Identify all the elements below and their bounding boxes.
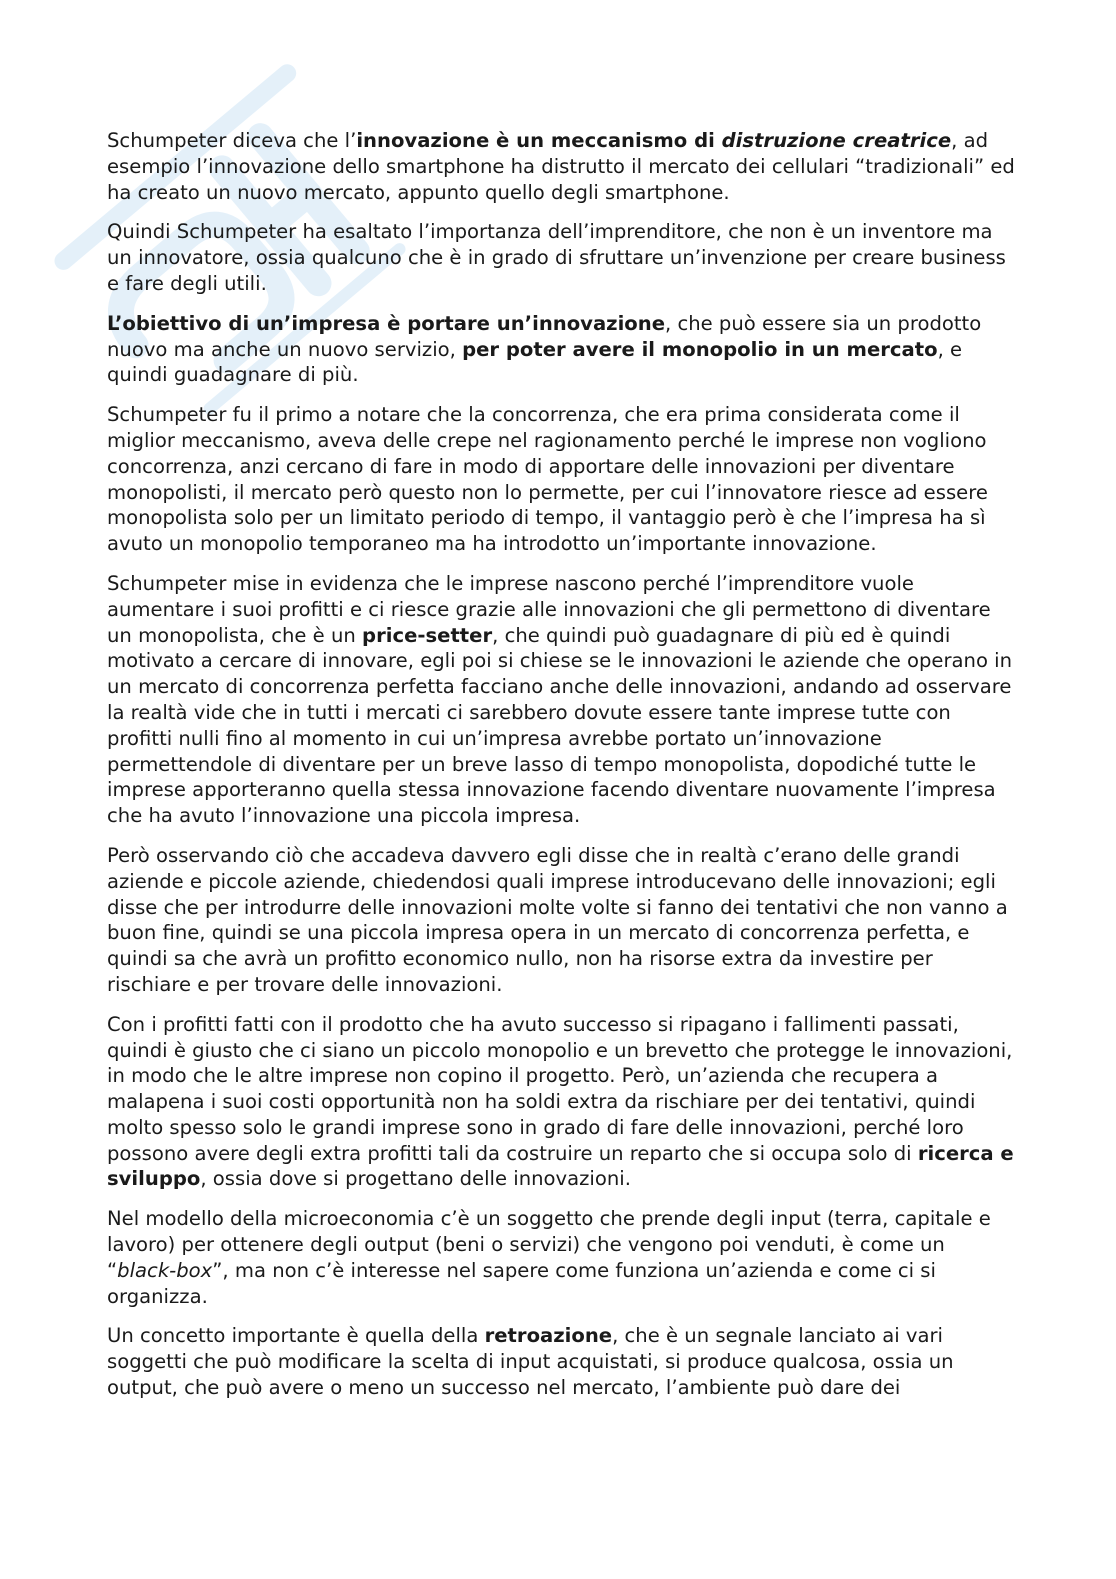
text-run: , che quindi può guadagnare di più ed è quindi motivato a cercare di innovare, egli poi si chiese se le innovazioni le aziende che operano in un mercato di concorrenza perfetta facciano anche delle innovazioni, andando ad osservare la realtà vide che in tutti i mercati ci sarebbero dovute essere tante imprese tutte con profitti nulli fino al momento in cui un’impresa avrebbe portato un’innovazione permettendole di diventare per un breve lasso di tempo monopolista, dopodiché tutte le imprese apporteranno quella stessa innovazione facendo diventare nuovamente l’impresa che ha avuto l’innovazione una piccola impresa. bbox=[107, 623, 1013, 828]
bold-run: innovazione è un meccanismo di bbox=[356, 129, 722, 152]
body-paragraph bbox=[107, 402, 1017, 557]
document-page bbox=[107, 128, 1017, 1415]
text-run: , che è un segnale lanciato ai vari soggetti che può modificare la scelta di input acquistati, si produce qualcosa, ossia un output, che può avere o meno un successo nel mercato, l’ambiente può dare dei bbox=[107, 1324, 954, 1400]
body-paragraph bbox=[107, 1012, 1017, 1193]
text-run: , che può essere sia un prodotto nuovo ma anche un nuovo servizio, bbox=[107, 311, 982, 361]
body-paragraph bbox=[107, 843, 1017, 998]
bold-italic-run bbox=[722, 129, 951, 152]
body-paragraph bbox=[107, 128, 1017, 205]
text-run: Quindi Schumpeter ha esaltato l’importanza dell’imprenditore, che non è un inventore ma un innovatore, ossia qualcuno che è in grado di sfruttare un’invenzione per creare business e fare degli utili. bbox=[107, 220, 1006, 295]
text-run: Schumpeter diceva che l’ bbox=[107, 129, 357, 152]
bold-run: L’obiettivo di un’impresa è portare un’innovazione bbox=[107, 311, 665, 335]
body-paragraph bbox=[107, 311, 1017, 388]
bold-run: ricerca e sviluppo bbox=[107, 1141, 1014, 1191]
text-run: Però osservando ciò che accadeva davvero egli disse che in realtà c’erano delle grandi aziende e piccole aziende, chiedendosi quali imprese introducevano delle innovazioni; egli disse che per introdurre delle innovazioni molte volte si fanno dei tentativi che non vanno a buon fine, quindi se una piccola impresa opera in un mercato di concorrenza perfetta, e quindi sa che avrà un profitto economico nullo, non ha risorse extra da investire per rischiare e per trovare delle innovazioni. bbox=[107, 843, 1008, 996]
text-run: Un concetto importante è quella della bbox=[107, 1324, 485, 1348]
text-run: Schumpeter mise in evidenza che le imprese nascono perché l’imprenditore vuole aumentare i suoi profitti e ci riesce grazie alle innovazioni che gli permettono di diventare un monopolista, che è un bbox=[107, 571, 991, 647]
body-paragraph bbox=[107, 1206, 1017, 1309]
body-paragraph bbox=[107, 219, 1017, 296]
italic-run: black-box bbox=[117, 1258, 213, 1282]
body-paragraph bbox=[107, 1323, 1017, 1400]
text-run: , ossia dove si progettano delle innovazioni. bbox=[200, 1167, 631, 1191]
text-run: , e quindi guadagnare di più. bbox=[107, 337, 963, 387]
body-paragraph bbox=[107, 571, 1017, 829]
text-run: Schumpeter fu il primo a notare che la concorrenza, che era prima considerata come il miglior meccanismo, aveva delle crepe nel ragionamento perché le imprese non vogliono concorrenza, anzi cercano di fare in modo di apportare delle innovazioni per diventare monopolisti, il mercato però questo non lo permette, per cui l’innovatore riesce ad essere monopolista solo per un limitato periodo di tempo, il vantaggio però è che l’impresa ha sì avuto un monopolio temporaneo ma ha introdotto un’importante innovazione. bbox=[107, 403, 988, 556]
bold-run: per poter avere il monopolio in un mercato bbox=[462, 337, 938, 361]
text-run: , ad esempio l’innovazione dello smartphone ha distrutto il mercato dei cellulari “tradizionali” ed ha creato un nuovo mercato, appunto quello degli smartphone. bbox=[107, 129, 1015, 204]
emphasis-text: distruzione creatrice bbox=[721, 129, 952, 152]
document-body bbox=[107, 128, 1017, 1401]
text-run: Con i profitti fatti con il prodotto che ha avuto successo si ripagano i fallimenti passati, quindi è giusto che ci siano un piccolo monopolio e un brevetto che protegge le innovazioni, in modo che le altre imprese non copino il progetto. Però, un’azienda che recupera a malapena i suoi costi opportunità non ha soldi extra da rischiare per dei tentativi, quindi molto spesso solo le grandi imprese sono in grado di fare delle innovazioni, perché loro possono avere degli extra profitti tali da costruire un reparto che si occupa solo di bbox=[107, 1012, 1013, 1165]
bold-run: retroazione bbox=[484, 1324, 613, 1348]
text-run: Nel modello della microeconomia c’è un soggetto che prende degli input (terra, capitale e lavoro) per ottenere degli output (beni o servizi) che vengono poi venduti, è come un “ bbox=[107, 1207, 991, 1282]
text-run: ”, ma non c’è interesse nel sapere come funziona un’azienda e come ci si organizza. bbox=[107, 1258, 936, 1308]
bold-run: price-setter bbox=[362, 623, 493, 647]
